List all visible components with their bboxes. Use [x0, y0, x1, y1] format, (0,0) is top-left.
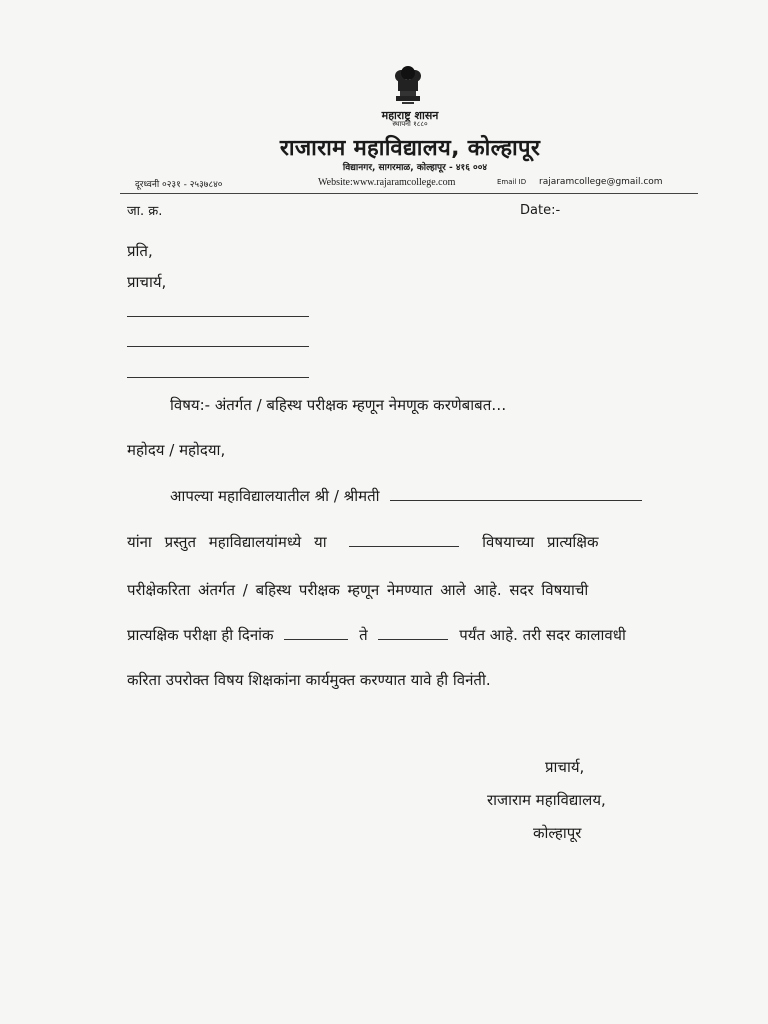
salutation: महोदय / महोदया, [127, 441, 226, 459]
body-line-4-text-b: ते [359, 626, 368, 644]
date-label: Date:- [520, 203, 561, 218]
college-address: विद्यानगर, सागरमाळ, कोल्हापूर - ४१६ ००४ [342, 163, 488, 173]
recipient-to: प्रति, [127, 242, 153, 260]
recipient-designation: प्राचार्य, [127, 273, 167, 291]
phone-number: दूरध्वनी ०२३१ - २५३७८४० [135, 180, 223, 190]
body-line-3: परीक्षेकरिता अंतर्गत / बहिस्थ परीक्षक म्हणून नेमण्यात आले आहे. सदर विषयाची [127, 581, 589, 599]
body-line-1-text: आपल्या महाविद्यालयातील श्री / श्रीमती [170, 487, 380, 505]
start-date-blank [284, 625, 348, 640]
letterhead-divider [120, 193, 698, 194]
end-date-blank [378, 625, 448, 640]
email-address[interactable]: rajaramcollege@gmail.com [539, 177, 663, 187]
body-line-2-text-a: यांना प्रस्तुत महाविद्यालयांमध्ये या [127, 533, 327, 551]
reference-number-label: जा. क्र. [127, 204, 163, 219]
college-title: राजाराम महाविद्यालय, कोल्हापूर [279, 136, 541, 161]
government-name: महाराष्ट्र शासन [381, 109, 439, 122]
state-emblem-icon [388, 62, 428, 106]
body-line-1 [170, 486, 642, 506]
website-link[interactable]: Website:www.rajaramcollege.com [318, 177, 456, 188]
name-blank [390, 486, 642, 501]
contact-row [135, 177, 695, 191]
signature-college: राजाराम महाविद्यालय, [487, 791, 606, 809]
body-line-4-text-c: पर्यंत आहे. तरी सदर कालावधी [459, 626, 626, 644]
established-year: स्थापना १८८० [392, 120, 428, 128]
signature-city: कोल्हापूर [533, 824, 582, 842]
body-line-5: करिता उपरोक्त विषय शिक्षकांना कार्यमुक्त करण्यात यावे ही विनंती. [127, 671, 491, 689]
address-blank-line-2 [127, 346, 309, 347]
subject-line: विषय:- अंतर्गत / बहिस्थ परीक्षक म्हणून नेमणूक करणेबाबत… [170, 396, 507, 414]
body-line-4-text-a: प्रात्यक्षिक परीक्षा ही दिनांक [127, 626, 274, 644]
signature-designation: प्राचार्य, [545, 758, 585, 776]
email-label: Email ID [497, 178, 527, 186]
address-blank-line-1 [127, 316, 309, 317]
address-blank-line-3 [127, 377, 309, 378]
body-line-2-text-b: विषयाच्या प्रात्यक्षिक [482, 533, 599, 551]
body-line-4 [127, 625, 626, 645]
body-line-2 [127, 532, 599, 552]
subject-blank [349, 532, 459, 547]
